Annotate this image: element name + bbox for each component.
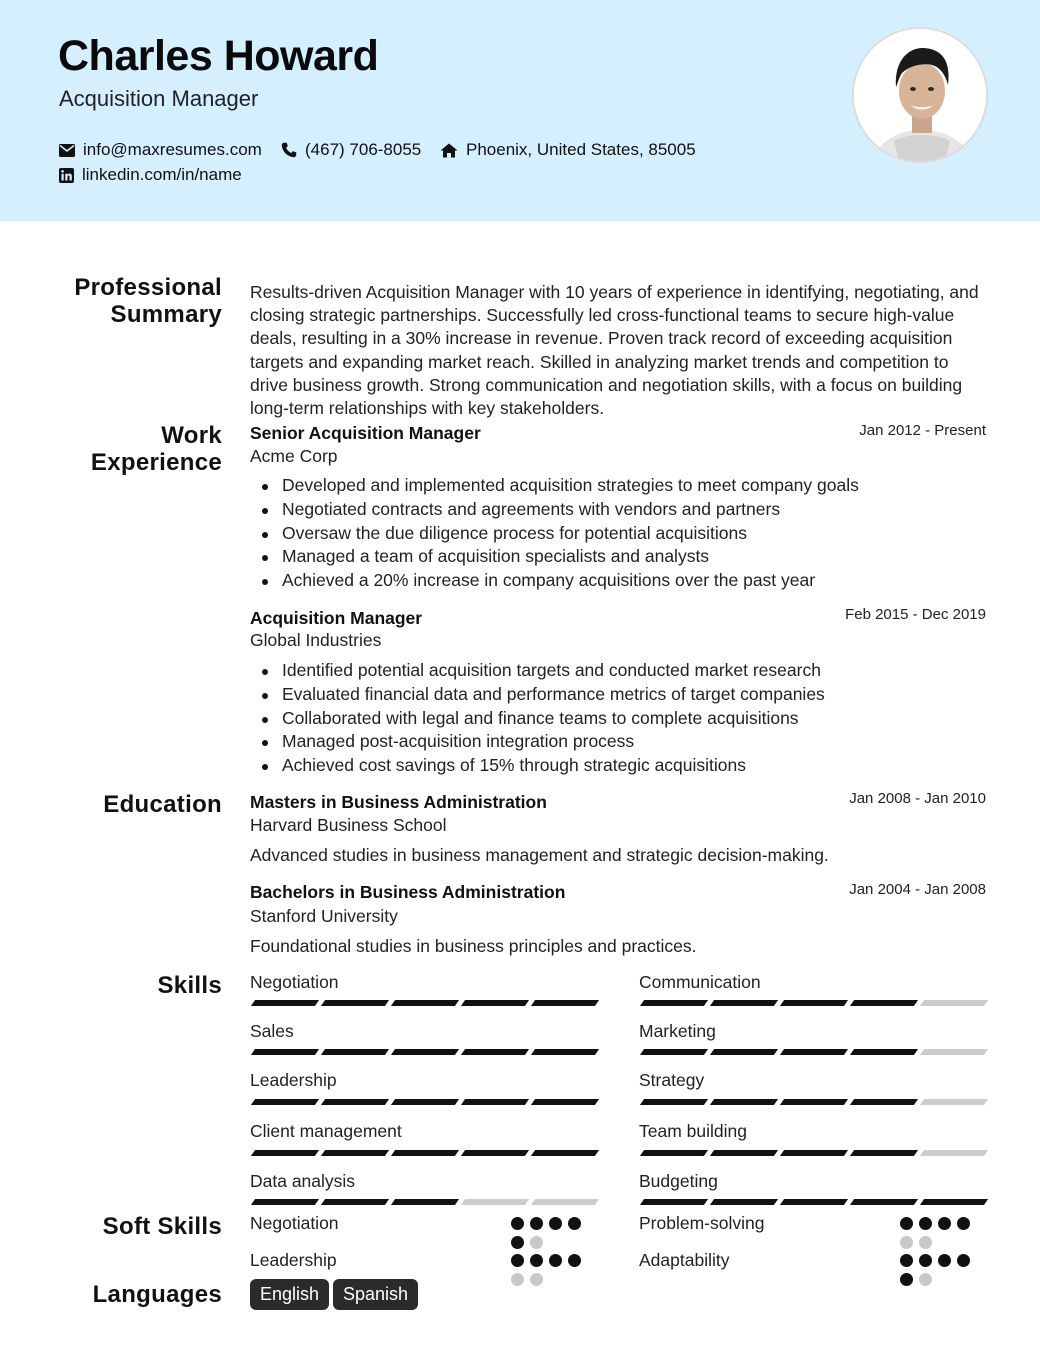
skill-name: Marketing xyxy=(639,1021,716,1041)
soft-skill-rating xyxy=(511,1254,583,1286)
skill-bar-segment xyxy=(251,1199,319,1205)
soft-skill-name: Problem-solving xyxy=(639,1213,765,1233)
profile-photo xyxy=(852,27,988,163)
job-company: Acme Corp xyxy=(250,446,338,466)
job-date: Jan 2012 - Present xyxy=(859,422,986,439)
soft-skills-heading: Soft Skills xyxy=(102,1213,222,1240)
list-item: Identified potential acquisition targets and conducted market research xyxy=(282,659,825,683)
skills-heading: Skills xyxy=(157,972,222,999)
job-company: Global Industries xyxy=(250,630,382,650)
skill-bar-segment xyxy=(321,1000,389,1006)
degree-date: Jan 2008 - Jan 2010 xyxy=(849,790,986,807)
skill-bar-segment xyxy=(640,1099,708,1105)
skill-bar-segment xyxy=(251,1000,319,1006)
job-bullets xyxy=(282,474,859,593)
rating-dot xyxy=(549,1254,562,1267)
rating-dot xyxy=(938,1254,951,1267)
skill-level-bar xyxy=(253,1099,597,1105)
skill-bar-segment xyxy=(640,1049,708,1055)
rating-dot xyxy=(957,1217,970,1230)
skill-bar-segment xyxy=(710,1199,778,1205)
soft-skill-rating xyxy=(900,1217,972,1249)
skill-bar-segment xyxy=(391,1150,459,1156)
rating-dot xyxy=(549,1217,562,1230)
skill-bar-segment xyxy=(920,1199,988,1205)
location-text: Phoenix, United States, 85005 xyxy=(466,140,696,159)
skill-bar-segment xyxy=(391,1049,459,1055)
linkedin-icon xyxy=(59,168,74,183)
candidate-title: Acquisition Manager xyxy=(59,86,259,111)
skill-bar-segment xyxy=(710,1000,778,1006)
school-name: Stanford University xyxy=(250,906,398,926)
job-date: Feb 2015 - Dec 2019 xyxy=(845,606,986,623)
degree-description: Foundational studies in business principles and practices. xyxy=(250,936,697,956)
skill-level-bar xyxy=(642,1049,986,1055)
skill-name: Client management xyxy=(250,1121,402,1141)
skill-name: Leadership xyxy=(250,1070,337,1090)
skill-name: Data analysis xyxy=(250,1171,356,1191)
rating-dot xyxy=(900,1273,913,1286)
phone-text: (467) 706-8055 xyxy=(305,140,422,159)
rating-dot xyxy=(919,1273,932,1286)
skill-bar-segment xyxy=(640,1000,708,1006)
rating-dot xyxy=(957,1254,970,1267)
list-item: Achieved cost savings of 15% through strategic acquisitions xyxy=(282,754,825,778)
skill-name: Strategy xyxy=(639,1070,705,1090)
skill-bar-segment xyxy=(391,1199,459,1205)
work-heading xyxy=(91,422,222,476)
skill-bar-segment xyxy=(321,1049,389,1055)
skill-bar-segment xyxy=(640,1150,708,1156)
location-contact xyxy=(440,140,696,160)
skill-bar-segment xyxy=(640,1199,708,1205)
email-text: info@maxresumes.com xyxy=(83,140,262,159)
skill-bar-segment xyxy=(850,1000,918,1006)
skill-bar-segment xyxy=(780,1099,848,1105)
skill-level-bar xyxy=(253,1000,597,1006)
skill-bar-segment xyxy=(531,1199,599,1205)
skill-name: Sales xyxy=(250,1021,294,1041)
skill-bar-segment xyxy=(920,1049,988,1055)
soft-skill-name: Negotiation xyxy=(250,1213,339,1233)
rating-dot xyxy=(919,1254,932,1267)
skill-bar-segment xyxy=(461,1099,529,1105)
list-item: Evaluated financial data and performance metrics of target companies xyxy=(282,683,825,707)
skill-bar-segment xyxy=(710,1049,778,1055)
linkedin-text: linkedin.com/in/name xyxy=(82,165,242,184)
skill-bar-segment xyxy=(780,1199,848,1205)
skill-level-bar xyxy=(642,1099,986,1105)
degree-title: Masters in Business Administration xyxy=(250,792,547,812)
rating-dot xyxy=(530,1217,543,1230)
home-icon xyxy=(440,143,458,158)
skill-bar-segment xyxy=(920,1000,988,1006)
skill-name: Budgeting xyxy=(639,1171,718,1191)
skill-bar-segment xyxy=(710,1099,778,1105)
skill-bar-segment xyxy=(780,1000,848,1006)
rating-dot xyxy=(530,1254,543,1267)
skill-name: Team building xyxy=(639,1121,747,1141)
rating-dot xyxy=(511,1236,524,1249)
job-title: Senior Acquisition Manager xyxy=(250,423,481,443)
list-item: Negotiated contracts and agreements with vendors and partners xyxy=(282,498,859,522)
skill-bar-segment xyxy=(251,1150,319,1156)
list-item: Managed post-acquisition integration process xyxy=(282,730,825,754)
skill-bar-segment xyxy=(461,1049,529,1055)
rating-dot xyxy=(919,1236,932,1249)
summary-heading-line1: Professional xyxy=(74,274,222,301)
skill-bar-segment xyxy=(391,1000,459,1006)
rating-dot xyxy=(900,1254,913,1267)
skill-bar-segment xyxy=(850,1199,918,1205)
skill-bar-segment xyxy=(710,1150,778,1156)
rating-dot xyxy=(568,1217,581,1230)
soft-skill-name: Leadership xyxy=(250,1250,337,1270)
school-name: Harvard Business School xyxy=(250,815,447,835)
phone-icon xyxy=(281,142,297,158)
work-heading-line2: Experience xyxy=(90,449,222,476)
skill-bar-segment xyxy=(850,1049,918,1055)
list-item: Developed and implemented acquisition strategies to meet company goals xyxy=(282,474,859,498)
rating-dot xyxy=(938,1217,951,1230)
email-contact[interactable] xyxy=(59,140,262,160)
skill-bar-segment xyxy=(920,1150,988,1156)
skill-level-bar xyxy=(253,1049,597,1055)
degree-date: Jan 2004 - Jan 2008 xyxy=(849,881,986,898)
skill-name: Communication xyxy=(639,972,761,992)
skill-bar-segment xyxy=(780,1150,848,1156)
rating-dot xyxy=(919,1217,932,1230)
rating-dot xyxy=(900,1236,913,1249)
work-heading-line1: Work xyxy=(161,422,222,449)
rating-dot xyxy=(530,1273,543,1286)
skill-bar-segment xyxy=(531,1150,599,1156)
resume-header xyxy=(0,0,1040,221)
skill-bar-segment xyxy=(251,1049,319,1055)
summary-heading xyxy=(74,274,222,328)
skill-name: Negotiation xyxy=(250,972,339,992)
skill-level-bar xyxy=(253,1199,597,1205)
summary-heading-line2: Summary xyxy=(110,301,222,328)
list-item: Oversaw the due diligence process for potential acquisitions xyxy=(282,522,859,546)
skill-bar-segment xyxy=(531,1049,599,1055)
skill-level-bar xyxy=(253,1150,597,1156)
skill-level-bar xyxy=(642,1000,986,1006)
language-chip: English xyxy=(250,1279,329,1310)
soft-skill-rating xyxy=(900,1254,972,1286)
degree-title: Bachelors in Business Administration xyxy=(250,882,566,902)
job-title: Acquisition Manager xyxy=(250,608,423,628)
rating-dot xyxy=(511,1273,524,1286)
skill-bar-segment xyxy=(920,1099,988,1105)
skill-bar-segment xyxy=(391,1099,459,1105)
skill-bar-segment xyxy=(461,1199,529,1205)
skill-bar-segment xyxy=(251,1099,319,1105)
job-bullets xyxy=(282,659,825,778)
skill-bar-segment xyxy=(321,1150,389,1156)
phone-contact[interactable] xyxy=(281,140,421,160)
envelope-icon xyxy=(59,144,75,157)
skill-bar-segment xyxy=(531,1099,599,1105)
rating-dot xyxy=(530,1236,543,1249)
languages-heading: Languages xyxy=(92,1281,222,1308)
skill-bar-segment xyxy=(461,1150,529,1156)
education-heading: Education xyxy=(103,791,222,818)
soft-skill-name: Adaptability xyxy=(639,1250,730,1270)
skill-level-bar xyxy=(642,1150,986,1156)
skill-bar-segment xyxy=(461,1000,529,1006)
skill-bar-segment xyxy=(531,1000,599,1006)
skill-bar-segment xyxy=(321,1199,389,1205)
language-chip: Spanish xyxy=(333,1279,418,1310)
skill-level-bar xyxy=(642,1199,986,1205)
linkedin-contact[interactable] xyxy=(59,165,242,185)
skill-bar-segment xyxy=(321,1099,389,1105)
list-item: Managed a team of acquisition specialists and analysts xyxy=(282,545,859,569)
candidate-name: Charles Howard xyxy=(58,32,379,80)
summary-text: Results-driven Acquisition Manager with 10 years of experience in identifying, negotiating, and closing strategic partnerships. Successfully led cross-functional teams to secure high-value deals, resulting in a 30% increase in revenue. Proven track record of exceeding acquisition targets and expanding market reach. Skilled in analyzing market trends and competition to drive business growth. Strong communication and negotiation skills, with a focus on building long-term relationships with key stakeholders. xyxy=(250,282,979,419)
rating-dot xyxy=(511,1254,524,1267)
degree-description: Advanced studies in business management and strategic decision-making. xyxy=(250,845,829,865)
rating-dot xyxy=(511,1217,524,1230)
soft-skill-rating xyxy=(511,1217,583,1249)
list-item: Collaborated with legal and finance teams to complete acquisitions xyxy=(282,707,825,731)
skill-bar-segment xyxy=(780,1049,848,1055)
rating-dot xyxy=(900,1217,913,1230)
skill-bar-segment xyxy=(850,1150,918,1156)
rating-dot xyxy=(568,1254,581,1267)
list-item: Achieved a 20% increase in company acquisitions over the past year xyxy=(282,569,859,593)
skill-bar-segment xyxy=(850,1099,918,1105)
